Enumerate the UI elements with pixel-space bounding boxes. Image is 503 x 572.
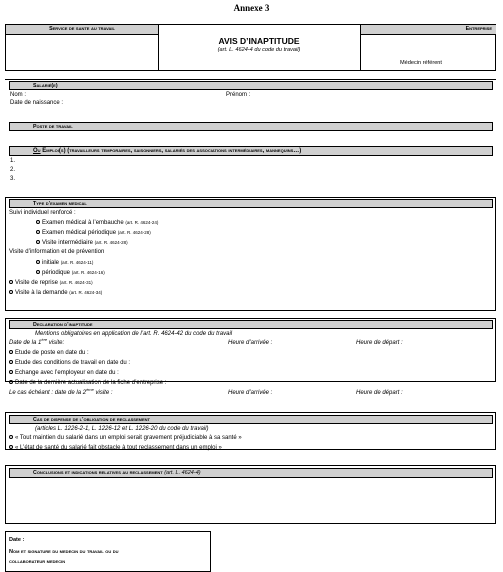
arrivee-label-1: Heure d’arrivée : xyxy=(228,340,273,346)
radio-icon[interactable] xyxy=(9,445,13,449)
conclusions-ref: (art. L. 4624-4) xyxy=(164,470,201,476)
poste-header-label: Poste de travail xyxy=(33,124,73,130)
radio-icon[interactable] xyxy=(9,350,13,354)
header-block xyxy=(5,24,496,71)
option-ref: (art. R. 4624-16) xyxy=(71,270,105,275)
option-ref: (art. R. 4624-34) xyxy=(69,290,103,295)
decl-item-label: Etude des conditions de travail en date du : xyxy=(15,360,131,366)
emplois-header-label: Emploi(s) (travailleurs temporaires, saisonniers, salariés des associations intermédiaires, mannequins…) xyxy=(40,148,302,154)
poste-header xyxy=(9,122,493,131)
decl-item-4[interactable] xyxy=(9,380,166,387)
option-label: Visite à la demande xyxy=(15,290,68,296)
entreprise-column xyxy=(360,25,496,70)
service-column xyxy=(6,25,159,70)
dispense-articles: (articles L. 1226-2-1, L. 1226-12 et L. 1226-20 du code du travail) xyxy=(35,426,209,432)
radio-icon[interactable] xyxy=(36,220,40,224)
option-periodique[interactable] xyxy=(36,229,151,237)
declaration-header-label: Declaration d’inaptitude xyxy=(33,322,93,328)
option-label: Visite intermédiaire xyxy=(42,240,93,246)
signature-line-1: Nom et signature du medecin du travail ou du xyxy=(9,549,119,555)
visite-info-label: Visite d’information et de prévention xyxy=(9,249,105,255)
option-ref: (art. R. 4624-24) xyxy=(125,220,159,225)
decl-item-1[interactable] xyxy=(9,350,89,357)
option-ref: (art. R. 4624-28) xyxy=(117,230,151,235)
option-label: périodique xyxy=(42,270,71,276)
option-ref: (art. R. 4624-28) xyxy=(94,240,128,245)
option-ref: (art. R. 4624-11) xyxy=(60,260,94,265)
dispense-header xyxy=(9,415,493,424)
dispense-option-2[interactable] xyxy=(9,445,222,452)
option-label: Examen médical à l’embauche xyxy=(42,220,124,226)
salarie-header xyxy=(9,81,493,90)
radio-icon[interactable] xyxy=(36,260,40,264)
conclusions-header xyxy=(9,468,493,478)
emplois-prefix: Ou xyxy=(33,148,41,154)
emploi-line-2: 2. xyxy=(10,167,16,173)
depart-label-1: Heure de départ : xyxy=(356,340,403,346)
naissance-label: Date de naissance : xyxy=(10,100,64,106)
mention-text: Mentions obligatoires en application de l’art. R. 4624-42 du code du travail xyxy=(35,331,233,337)
first-visit-label: Date de la 1ère visite: xyxy=(9,337,65,346)
arrivee-label-2: Heure d’arrivée : xyxy=(228,390,273,396)
decl-item-label: Etude de poste en date du : xyxy=(15,350,89,356)
second-visit-label: Le cas échéant : date de la 2ème visite : xyxy=(9,387,113,396)
avis-subtitle: (art. L. 4624-4 du code du travail) xyxy=(217,47,301,53)
decl-item-label: Echange avec l’employeur en date du : xyxy=(15,370,119,376)
dispense-header-label: Cas de dispense de l’obligation de reclassement xyxy=(33,417,150,423)
emploi-line-3: 3. xyxy=(10,176,16,182)
service-header: Service de sante au travail xyxy=(6,25,158,35)
option-label: Visite de reprise xyxy=(15,280,58,286)
radio-icon[interactable] xyxy=(9,280,13,284)
declaration-header xyxy=(9,320,493,329)
nom-label: Nom : xyxy=(10,92,27,98)
decl-item-label: Date de la dernière actualisation de la fiche d’entreprise : xyxy=(15,380,167,386)
emplois-header xyxy=(9,146,493,156)
option-demande[interactable] xyxy=(9,289,102,297)
radio-icon[interactable] xyxy=(9,380,13,384)
date-label: Date : xyxy=(9,537,25,543)
dispense-option-1[interactable] xyxy=(9,435,242,442)
prenom-label: Prénom : xyxy=(226,92,251,98)
option-embauche[interactable] xyxy=(36,219,158,227)
salarie-header-label: Salarié(e) xyxy=(33,83,58,89)
option-periodique-info[interactable] xyxy=(36,269,105,277)
option-label: Examen médical périodique xyxy=(42,230,117,236)
depart-label-2: Heure de départ : xyxy=(356,390,403,396)
signature-line-2: collaborateur medecin xyxy=(9,559,66,565)
option-label: initiale xyxy=(42,260,60,266)
title-column xyxy=(158,25,360,70)
radio-icon[interactable] xyxy=(36,240,40,244)
option-initiale[interactable] xyxy=(36,259,93,267)
radio-icon[interactable] xyxy=(9,360,13,364)
option-reprise[interactable] xyxy=(9,279,93,287)
signature-box xyxy=(5,531,211,572)
conclusions-header-label: Conclusions et indications relatives au reclassement xyxy=(33,470,163,476)
suivi-label: Suivi individuel renforcé : xyxy=(9,210,76,216)
radio-icon[interactable] xyxy=(9,370,13,374)
examen-header-label: Type d’examen medical xyxy=(33,201,87,207)
dispense-option-label: « Tout maintien du salarié dans un emploi serait gravement préjudiciable à sa santé » xyxy=(15,435,242,441)
decl-item-3[interactable] xyxy=(9,370,119,377)
medecin-referent: Médecin référent xyxy=(400,60,442,66)
radio-icon[interactable] xyxy=(9,290,13,294)
radio-icon[interactable] xyxy=(36,230,40,234)
decl-item-2[interactable] xyxy=(9,360,130,367)
examen-header xyxy=(9,199,493,208)
avis-title: AVIS D’INAPTITUDE xyxy=(218,36,300,46)
entreprise-header: Entreprise xyxy=(361,25,496,35)
option-intermediaire[interactable] xyxy=(36,239,128,247)
dispense-option-label: « L’état de santé du salarié fait obstacle à tout reclassement dans un emploi » xyxy=(15,445,222,451)
annex-title: Annexe 3 xyxy=(233,3,270,13)
radio-icon[interactable] xyxy=(36,270,40,274)
radio-icon[interactable] xyxy=(9,435,13,439)
option-ref: (art. R. 4624-31) xyxy=(59,280,93,285)
emploi-line-1: 1. xyxy=(10,158,16,164)
